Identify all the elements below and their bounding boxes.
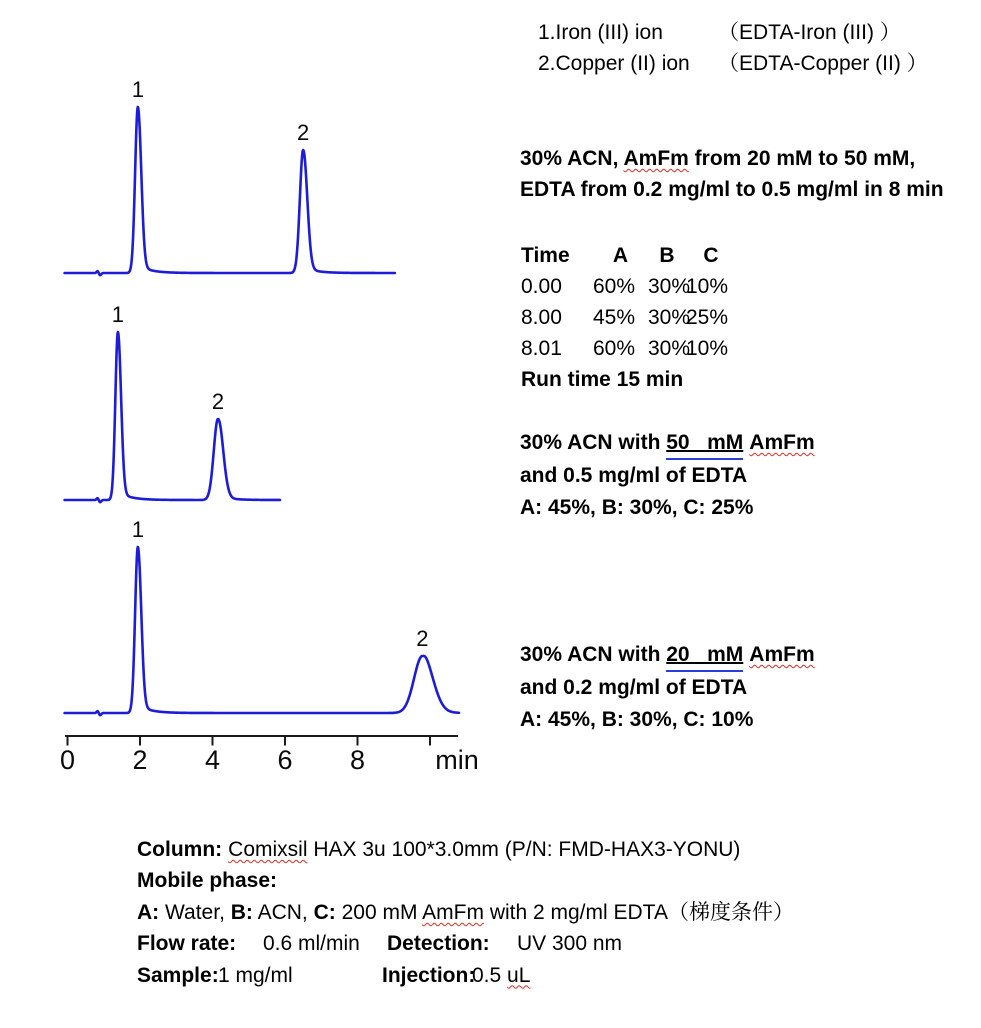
injection-value — [472, 960, 530, 991]
mobile-phase-label-text: Mobile phase: — [137, 869, 278, 893]
note-text: 30% ACN, — [520, 147, 624, 170]
peak-label: 1 — [131, 517, 144, 542]
isocratic-50-note — [520, 427, 815, 523]
gradient-table-header-row — [521, 240, 736, 271]
isocratic-20-line3: A: 45%, B: 30%, C: 10% — [520, 707, 754, 731]
note-text-spellcheck: AmFm — [749, 643, 815, 666]
phase-c-value: 200 mM — [335, 900, 423, 924]
isocratic-20-line1 — [520, 639, 815, 672]
cell-c: 10% — [686, 275, 729, 298]
cell-b: 30% — [648, 306, 691, 329]
legend-complex-name: （EDTA-Iron (III) ） — [718, 21, 901, 44]
mobile-phase-label — [137, 865, 837, 896]
cell-c: 25% — [686, 306, 729, 329]
phase-c-label: C: — [313, 900, 336, 924]
phase-c-spellcheck: AmFm — [422, 900, 484, 924]
legend-analyte-name: 1.Iron (III) ion — [538, 21, 663, 44]
run-time-note: Run time 15 min — [521, 368, 684, 391]
legend-complex-name: （EDTA-Copper (II) ） — [718, 52, 928, 75]
cell-c: 10% — [686, 337, 729, 360]
legend-analyte-name: 2.Copper (II) ion — [538, 52, 690, 75]
gradient-condition-note — [520, 143, 944, 206]
legend-item-iron — [538, 17, 928, 48]
cell-time: 8.01 — [521, 337, 562, 360]
injection-amount: 0.5 — [472, 963, 508, 987]
sample-injection-line — [137, 960, 837, 991]
phase-c-rest: with 2 mg/ml EDTA — [483, 900, 668, 924]
injection-label: Injection: — [382, 963, 476, 987]
cell-a: 45% — [593, 306, 636, 329]
note-text: 30% ACN with — [520, 643, 667, 666]
flow-rate-value: 0.6 ml/min — [263, 932, 360, 956]
chromatogram-trace-isocratic-20mM-AmFm — [65, 547, 459, 715]
gradient-cn-note: （梯度条件） — [667, 900, 794, 924]
phase-a-label: A: — [137, 900, 160, 924]
chromatogram-trace-isocratic-50mM-AmFm — [65, 332, 280, 502]
flow-rate-label: Flow rate: — [137, 932, 237, 956]
chromatogram-trace-gradient-20-to-50mM-AmFm — [65, 107, 395, 275]
legend-item-copper — [538, 48, 928, 79]
flow-detection-line — [137, 928, 837, 959]
isocratic-50-line2: and 0.5 mg/ml of EDTA — [520, 464, 748, 488]
gradient-note-line2: EDTA from 0.2 mg/ml to 0.5 mg/ml in 8 min — [520, 178, 944, 202]
isocratic-50-line1 — [520, 427, 815, 460]
cell-b: 30% — [648, 275, 691, 298]
peak-label: 1 — [111, 302, 125, 327]
cell-time: 0.00 — [521, 275, 562, 298]
cell-a: 60% — [593, 275, 636, 298]
note-text-underlined: 20 mM — [666, 639, 743, 672]
isocratic-20-line2: and 0.2 mg/ml of EDTA — [520, 676, 748, 700]
peak-label: 1 — [131, 77, 144, 102]
cell-b: 30% — [648, 337, 691, 360]
x-axis-unit-label: min — [435, 745, 479, 775]
x-tick-label: 0 — [59, 745, 76, 775]
cell-a: 60% — [593, 337, 636, 360]
detection-value: UV 300 nm — [517, 932, 623, 956]
col-header-time: Time — [521, 244, 570, 267]
col-header-b: B — [659, 244, 675, 267]
sample-value: 1 mg/ml — [218, 963, 293, 987]
column-line — [137, 834, 837, 865]
peak-label: 2 — [297, 120, 310, 145]
note-text-spellcheck: AmFm — [749, 431, 815, 454]
injection-unit-spellcheck: uL — [507, 963, 531, 987]
x-tick-label: 2 — [132, 745, 148, 775]
isocratic-20-note — [520, 639, 815, 735]
isocratic-50-line3: A: 45%, B: 30%, C: 25% — [520, 495, 754, 519]
note-text-underlined: 50 mM — [666, 427, 743, 460]
phase-b-label: B: — [230, 900, 253, 924]
note-text: 30% ACN with — [520, 431, 667, 454]
sample-label: Sample: — [137, 963, 219, 987]
method-conditions — [137, 834, 837, 991]
mobile-phase-line — [137, 897, 837, 928]
table-row — [521, 333, 736, 364]
note-text-spellcheck: AmFm — [623, 147, 689, 170]
x-tick-label: 8 — [349, 745, 366, 775]
phase-b-value: ACN, — [252, 900, 314, 924]
gradient-table — [521, 240, 736, 395]
phase-a-value: Water, — [159, 900, 231, 924]
peak-label: 2 — [416, 626, 429, 651]
gradient-note-line1 — [520, 143, 944, 174]
column-name-spellcheck: Comixsil — [228, 838, 308, 861]
column-spec: HAX 3u 100*3.0mm (P/N: FMD-HAX3-YONU) — [307, 838, 741, 861]
detection-label: Detection: — [387, 932, 490, 956]
col-header-a: A — [612, 244, 629, 267]
table-row — [521, 302, 736, 333]
cell-time: 8.00 — [521, 306, 562, 329]
col-header-c: C — [703, 244, 719, 267]
x-tick-label: 6 — [277, 745, 293, 775]
x-tick-label: 4 — [204, 745, 221, 775]
column-label: Column: — [137, 838, 223, 861]
table-row — [521, 271, 736, 302]
peak-label: 2 — [211, 389, 225, 414]
note-text: from 20 mM to 50 mM, — [688, 147, 916, 170]
peak-legend — [538, 17, 928, 79]
